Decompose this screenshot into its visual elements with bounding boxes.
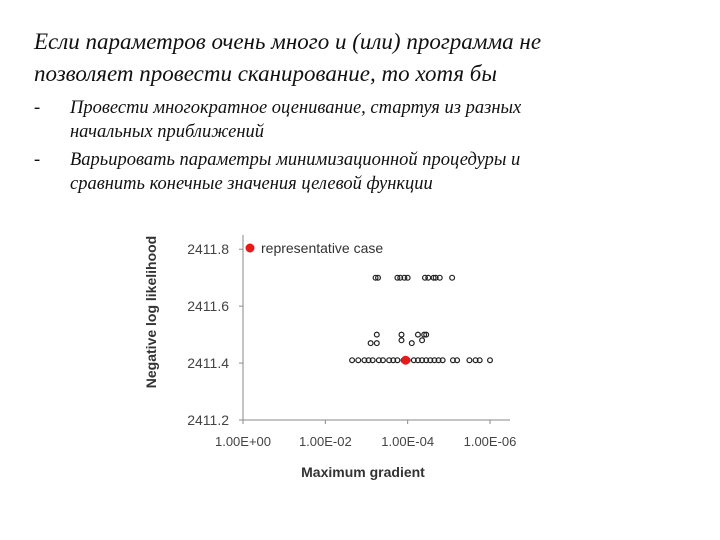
data-point	[467, 358, 472, 363]
legend-label: representative case	[261, 240, 384, 256]
representative-point	[401, 356, 410, 365]
data-point	[420, 338, 425, 343]
chart-points	[350, 275, 493, 364]
bullet-line: Варьировать параметры минимизационной процедуры и	[70, 150, 521, 170]
chart-axes	[187, 235, 516, 449]
scatter-chart	[130, 220, 540, 490]
data-point	[374, 332, 379, 337]
bullet-line: Провести многократное оценивание, стартуя из разных	[70, 98, 522, 118]
data-point	[399, 332, 404, 337]
bullet-line: сравнить конечные значения целевой функции	[70, 174, 433, 194]
x-tick-label: 1.00E-06	[463, 434, 517, 449]
x-tick-label: 1.00E-04	[381, 434, 435, 449]
bullet-item	[34, 148, 704, 196]
bullet-marker: -	[34, 150, 41, 170]
data-point	[368, 341, 373, 346]
legend-marker	[246, 244, 255, 253]
x-tick-label: 1.00E-02	[298, 434, 352, 449]
y-tick-label: 2411.8	[187, 241, 229, 258]
y-tick-label: 2411.6	[187, 298, 229, 315]
chart-legend	[246, 240, 384, 256]
y-tick-label: 2411.4	[187, 355, 229, 372]
y-axis-label: Negative log likelihood	[143, 235, 159, 389]
heading-line-1: Если параметров очень много и (или) программа не	[34, 29, 542, 54]
data-point	[405, 275, 410, 280]
y-tick-label: 2411.2	[187, 412, 229, 428]
data-point	[488, 358, 493, 363]
bullet-list	[34, 96, 704, 200]
data-point	[426, 275, 431, 280]
data-point	[356, 358, 361, 363]
heading-line-2: позволяет провести сканирование, то хотя бы	[34, 61, 497, 86]
data-point	[416, 332, 421, 337]
data-point	[374, 341, 379, 346]
x-axis-label: Maximum gradient	[301, 464, 425, 480]
bullet-item	[34, 96, 704, 144]
data-point	[450, 275, 455, 280]
data-point	[399, 338, 404, 343]
x-tick-label: 1.00E+00	[214, 434, 272, 449]
data-point	[350, 358, 355, 363]
slide-heading	[34, 26, 704, 90]
bullet-marker: -	[34, 98, 41, 118]
bullet-line: начальных приближений	[70, 122, 265, 142]
data-point	[409, 341, 414, 346]
